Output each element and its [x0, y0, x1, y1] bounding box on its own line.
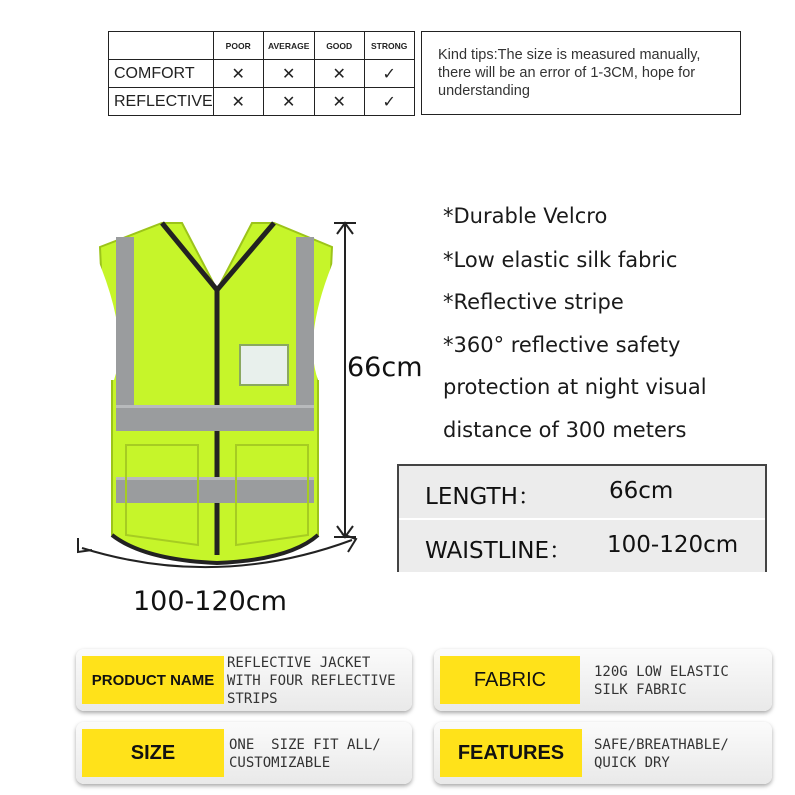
- rating-col-strong: STRONG: [364, 32, 414, 60]
- cross-icon: ✕: [213, 88, 263, 116]
- card-value: 120G LOW ELASTIC SILK FABRIC: [594, 664, 729, 698]
- feature-line: *Reflective stripe: [443, 290, 624, 314]
- card-fabric: [434, 649, 772, 711]
- card-size: [76, 722, 412, 784]
- rating-col-good: GOOD: [314, 32, 364, 60]
- waist-arrow-icon: [72, 530, 362, 590]
- size-key: LENGTH：: [425, 484, 541, 510]
- cross-icon: ✕: [263, 60, 314, 88]
- card-product-name: [76, 649, 412, 711]
- check-icon: ✓: [364, 60, 414, 88]
- card-label: PRODUCT NAME: [82, 656, 224, 704]
- rating-row-comfort: [109, 60, 415, 88]
- feature-line: *Low elastic silk fabric: [443, 248, 678, 272]
- height-dimension: 66cm: [347, 352, 423, 383]
- card-value: REFLECTIVE JACKET WITH FOUR REFLECTIVE STRIPS: [227, 655, 396, 707]
- size-row-length: [399, 466, 765, 518]
- card-label: FABRIC: [440, 656, 580, 704]
- rating-row-label: REFLECTIVE: [109, 88, 214, 116]
- size-value: 100-120cm: [607, 532, 739, 558]
- rating-corner-cell: [109, 32, 214, 60]
- cross-icon: ✕: [314, 60, 364, 88]
- card-value: SAFE/BREATHABLE/ QUICK DRY: [594, 737, 729, 771]
- cross-icon: ✕: [263, 88, 314, 116]
- rating-row-reflective: [109, 88, 415, 116]
- card-label: SIZE: [82, 729, 224, 777]
- waist-dimension: 100-120cm: [133, 586, 287, 617]
- cross-icon: ✕: [213, 60, 263, 88]
- feature-line: *Durable Velcro: [443, 204, 608, 228]
- feature-line: distance of 300 meters: [443, 418, 687, 442]
- rating-row-label: COMFORT: [109, 60, 214, 88]
- rating-col-average: AVERAGE: [263, 32, 314, 60]
- card-features: [434, 722, 772, 784]
- size-key: WAISTLINE：: [425, 538, 572, 564]
- cross-icon: ✕: [314, 88, 364, 116]
- feature-line: *360° reflective safety: [443, 333, 681, 357]
- card-label: FEATURES: [440, 729, 582, 777]
- rating-col-poor: POOR: [213, 32, 263, 60]
- rating-table: [108, 31, 415, 116]
- rating-header-row: [109, 32, 415, 60]
- size-row-waistline: [399, 520, 765, 572]
- card-value: ONE SIZE FIT ALL/ CUSTOMIZABLE: [229, 737, 381, 771]
- size-table: [397, 464, 767, 572]
- kind-tips: Kind tips:The size is measured manually, there will be an error of 1-3CM, hope for understanding: [421, 31, 741, 115]
- check-icon: ✓: [364, 88, 414, 116]
- feature-line: protection at night visual: [443, 375, 707, 399]
- size-value: 66cm: [609, 478, 674, 504]
